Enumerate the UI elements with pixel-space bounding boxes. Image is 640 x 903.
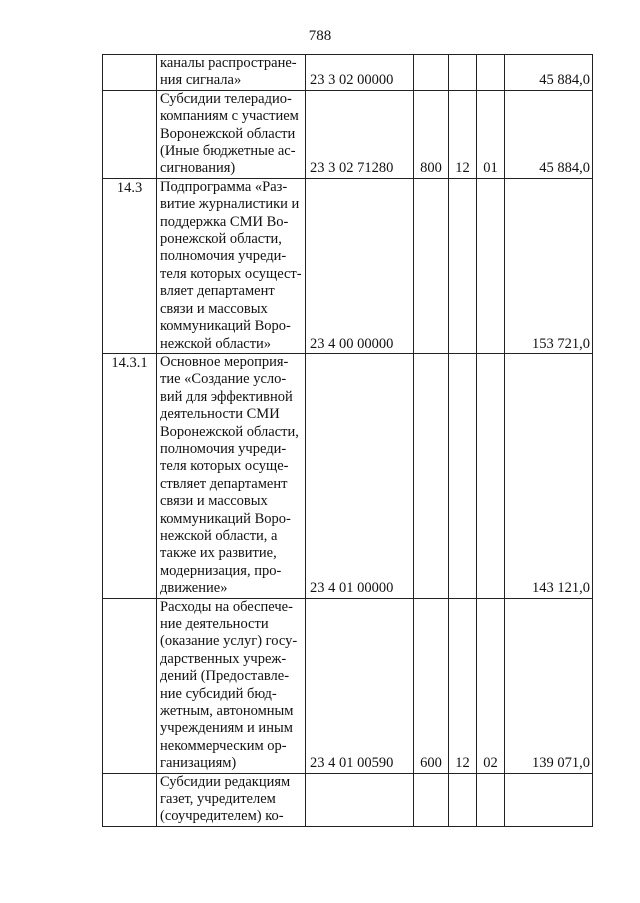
section-cell [449,773,477,826]
name-line: нежской области, а [160,527,278,544]
name-line: вляет департамент [160,283,275,300]
name-line: Субсидии редакциям [160,773,291,790]
expense-type-cell [414,353,449,598]
target-article-code-cell: 23 4 00 00000 [306,178,414,353]
name-line: ние деятельности [160,616,269,632]
name-line: ронежской области, [160,231,282,248]
section-cell: 12 [449,90,477,178]
row-name-cell [157,598,306,773]
row-name-cell [157,178,306,353]
amount-cell [505,773,593,826]
subsection-cell: 01 [477,90,505,178]
name-line: (оказание услуг) госу- [160,633,298,650]
name-line: Подпрограмма «Раз- [160,178,288,195]
amount-cell: 45 884,0 [505,90,593,178]
row-name-cell [157,773,306,826]
name-line: модернизация, про- [160,562,282,579]
name-line: Воронежской области [160,125,296,142]
table-row [103,353,593,598]
row-number-cell [103,773,157,826]
table-row [103,90,593,178]
expense-type-cell: 600 [414,598,449,773]
name-line: компаниям с участием [160,108,299,125]
subsection-cell [477,353,505,598]
name-line: нежской области» [160,335,272,352]
expense-type-cell [414,773,449,826]
row-number-cell [103,598,157,773]
name-line: связи и массовых [160,493,268,510]
name-line: некоммерческим ор- [160,737,287,754]
name-line: (соучредителем) ко- [160,808,284,825]
budget-table [102,54,593,827]
name-line: движение» [160,580,228,597]
name-line: теля которых осущест- [160,265,302,282]
name-line: поддержка СМИ Во- [160,213,289,230]
table-body [103,55,593,827]
section-cell [449,353,477,598]
name-line: витие журналистики и [160,196,300,213]
name-line: связи и массовых [160,300,268,317]
subsection-cell [477,773,505,826]
name-line: вий для эффективной [160,388,293,405]
name-line: теля которых осуще- [160,458,289,475]
name-line: Основное мероприя- [160,353,289,370]
name-line: Субсидии телерадио- [160,90,292,107]
name-line: коммуникаций Воро- [160,318,291,335]
name-line: полномочия учреди- [160,440,287,457]
amount-cell: 139 071,0 [505,598,593,773]
row-name-cell [157,55,306,91]
table-row [103,598,593,773]
amount-cell: 143 121,0 [505,353,593,598]
name-line: дений (Предоставле- [160,668,290,685]
expense-type-cell [414,178,449,353]
row-number-cell: 14.3.1 [103,353,157,598]
section-cell [449,178,477,353]
amount-cell: 153 721,0 [505,178,593,353]
row-name-cell [157,353,306,598]
name-line: ствляет департамент [160,475,288,492]
name-line: учреждениям и иным [160,720,293,737]
section-cell: 12 [449,598,477,773]
target-article-code-cell: 23 3 02 00000 [306,55,414,91]
section-cell [449,55,477,91]
name-line: ние субсидий бюд- [160,685,277,702]
row-number-cell [103,55,157,91]
expense-type-cell: 800 [414,90,449,178]
subsection-cell [477,55,505,91]
target-article-code-cell: 23 3 02 71280 [306,90,414,178]
name-line: Воронежской области, [160,423,299,440]
subsection-cell: 02 [477,598,505,773]
name-line: ния сигнала» [160,72,242,89]
name-line: коммуникаций Воро- [160,510,291,527]
name-line: деятельности СМИ [160,406,280,423]
subsection-cell [477,178,505,353]
row-number-cell: 14.3 [103,178,157,353]
name-line: также их развитие, [160,545,277,562]
name-line: полномочия учреди- [160,248,287,265]
name-line: ганизациям) [160,755,237,772]
table-row [103,55,593,91]
target-article-code-cell [306,773,414,826]
name-line: каналы распростране- [160,55,297,71]
name-line: газет, учредителем [160,791,276,808]
name-line: дарственных учреж- [160,650,287,667]
expense-type-cell [414,55,449,91]
page-number: 788 [308,28,332,44]
name-line: тие «Создание усло- [160,371,287,388]
name-line: Расходы на обеспече- [160,598,293,615]
name-line: (Иные бюджетные ас- [160,143,296,160]
row-name-cell [157,90,306,178]
name-line: жетным, автономным [160,703,294,720]
table-row [103,178,593,353]
target-article-code-cell: 23 4 01 00000 [306,353,414,598]
amount-cell: 45 884,0 [505,55,593,91]
row-number-cell [103,90,157,178]
target-article-code-cell: 23 4 01 00590 [306,598,414,773]
table-row [103,773,593,826]
name-line: сигнования) [160,160,236,177]
